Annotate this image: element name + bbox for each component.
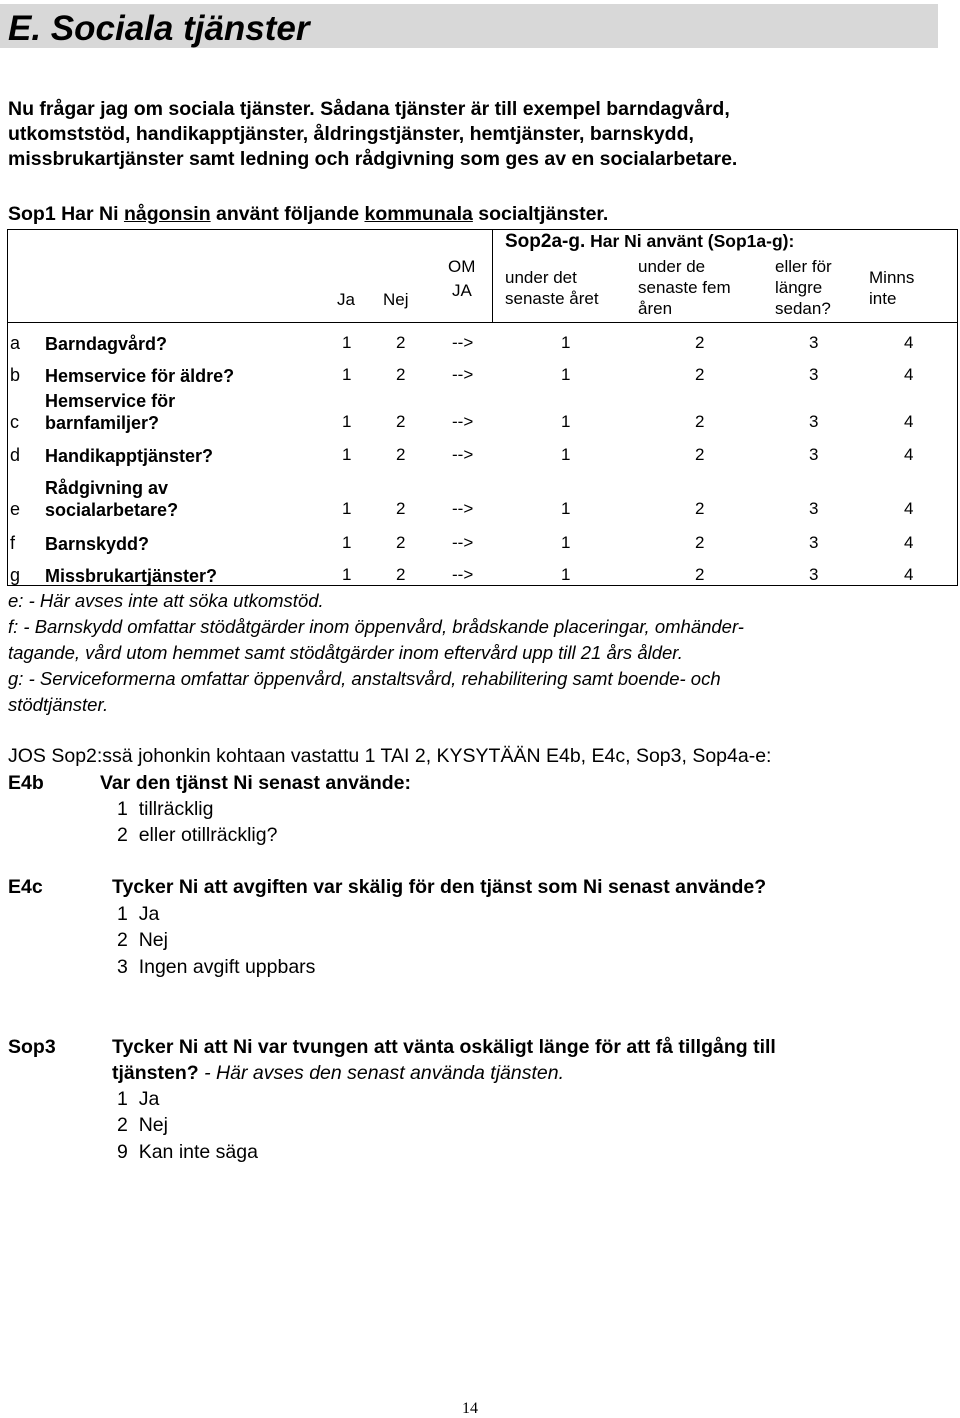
cell-arrow: --> xyxy=(452,333,474,352)
cell-senaste-fem: 2 xyxy=(695,333,705,352)
col4-line: Minns xyxy=(869,268,915,287)
row-label: Missbrukartjänster? xyxy=(45,566,218,586)
cell-ja: 1 xyxy=(342,333,352,352)
cell-minns-inte: 4 xyxy=(904,412,914,431)
cell-minns-inte: 4 xyxy=(904,499,914,518)
option-label: eller otillräcklig? xyxy=(138,824,278,846)
cell-ja: 1 xyxy=(342,365,352,384)
option-number: 1 xyxy=(117,798,128,820)
cell-langre-sedan: 3 xyxy=(809,565,819,584)
option-label: Kan inte säga xyxy=(138,1141,258,1163)
row-letter: f xyxy=(10,533,16,553)
table-header-divider xyxy=(7,322,492,323)
cell-minns-inte: 4 xyxy=(904,533,914,552)
cell-arrow: --> xyxy=(452,533,474,552)
intro-paragraph xyxy=(8,97,737,172)
col-header-om: OM xyxy=(448,257,476,276)
row-label: Handikapptjänster? xyxy=(45,446,214,466)
row-label: Barnskydd? xyxy=(45,534,150,554)
section-title-bar xyxy=(0,4,938,48)
col2-line: åren xyxy=(638,299,673,318)
sop3-question-line1: Tycker Ni att Ni var tvungen att vänta oskäligt länge för att få tillgång till xyxy=(112,1036,776,1058)
sop3-code: Sop3 xyxy=(8,1036,56,1058)
cell-senaste-fem: 2 xyxy=(695,365,705,384)
col-header-ja: Ja xyxy=(337,290,355,309)
note-line: g: - Serviceformerna omfattar öppenvård, anstaltsvård, rehabilitering samt boende- och xyxy=(8,668,721,689)
sop1-underline-1: någonsin xyxy=(123,203,211,225)
cell-nej: 2 xyxy=(396,565,406,584)
e4b-option-2 xyxy=(117,824,277,847)
col-header-langre-sedan xyxy=(775,256,832,319)
note-line: tagande, vård utom hemmet samt stödåtgärder inom eftervård upp till 21 års ålder. xyxy=(8,642,683,663)
row-label: Hemservice för äldre? xyxy=(45,366,235,386)
cell-langre-sedan: 3 xyxy=(809,365,819,384)
cell-minns-inte: 4 xyxy=(904,565,914,584)
col1-line: under det xyxy=(505,268,577,287)
cell-senaste-fem: 2 xyxy=(695,412,705,431)
cell-arrow: --> xyxy=(452,499,474,518)
e4c-option-2 xyxy=(117,929,168,952)
option-label: Nej xyxy=(138,1114,168,1136)
jos-instruction: JOS Sop2:ssä johonkin kohtaan vastattu 1 TAI 2, KYSYTÄÄN E4b, E4c, Sop3, Sop4a-e: xyxy=(8,745,772,767)
row-letter: e xyxy=(10,499,21,519)
option-number: 9 xyxy=(117,1141,128,1163)
cell-nej: 2 xyxy=(396,445,406,464)
option-number: 2 xyxy=(117,929,128,951)
row-letter: g xyxy=(10,565,21,585)
e4c-question: Tycker Ni att avgiften var skälig för den tjänst som Ni senast använde? xyxy=(112,876,767,898)
row-label: Hemservice för xyxy=(45,391,176,411)
sop2-code: Sop2a-g. xyxy=(505,231,586,252)
cell-nej: 2 xyxy=(396,365,406,384)
row-letter: c xyxy=(10,412,19,432)
col-header-minns-inte xyxy=(869,267,914,309)
cell-senaste-aret: 1 xyxy=(561,333,571,352)
cell-arrow: --> xyxy=(452,445,474,464)
col-header-nej: Nej xyxy=(383,290,409,309)
cell-arrow: --> xyxy=(452,412,474,431)
sop3-question-note: - Här avses den senast använda tjänsten. xyxy=(198,1062,564,1084)
intro-line: utkomststöd, handikapptjänster, åldringstjänster, hemtjänster, barnskydd, xyxy=(8,123,694,145)
cell-senaste-aret: 1 xyxy=(561,365,571,384)
col3-line: eller för xyxy=(775,257,832,276)
cell-minns-inte: 4 xyxy=(904,365,914,384)
cell-nej: 2 xyxy=(396,533,406,552)
row-label: Rådgivning av xyxy=(45,478,169,498)
cell-senaste-aret: 1 xyxy=(561,533,571,552)
e4b-question: Var den tjänst Ni senast använde: xyxy=(100,772,412,794)
sop1-underline-2: kommunala xyxy=(364,203,473,225)
cell-langre-sedan: 3 xyxy=(809,333,819,352)
row-letter: d xyxy=(10,445,21,465)
col2-line: under de xyxy=(638,257,706,276)
e4c-option-1 xyxy=(117,903,159,926)
col3-line: sedan? xyxy=(775,299,831,318)
col4-line: inte xyxy=(869,289,897,308)
cell-langre-sedan: 3 xyxy=(809,533,819,552)
cell-ja: 1 xyxy=(342,499,352,518)
row-letter: a xyxy=(10,333,21,353)
cell-ja: 1 xyxy=(342,412,352,431)
sop1-prefix: Sop1 Har Ni xyxy=(8,203,124,225)
option-number: 1 xyxy=(117,903,128,925)
cell-senaste-aret: 1 xyxy=(561,412,571,431)
cell-senaste-aret: 1 xyxy=(561,499,571,518)
cell-senaste-fem: 2 xyxy=(695,445,705,464)
sop1-question xyxy=(8,203,608,226)
option-number: 3 xyxy=(117,956,128,978)
e4b-option-1 xyxy=(117,798,213,821)
sop1-suffix: socialtjänster. xyxy=(472,203,609,225)
option-label: Ingen avgift uppbars xyxy=(138,956,316,978)
page-number: 14 xyxy=(462,1400,478,1417)
option-number: 1 xyxy=(117,1088,128,1110)
sop3-question-bold: tjänsten? xyxy=(112,1062,199,1084)
e4b-code: E4b xyxy=(8,772,44,794)
cell-langre-sedan: 3 xyxy=(809,499,819,518)
sop3-option-2 xyxy=(117,1114,168,1137)
note-line: stödtjänster. xyxy=(8,694,109,715)
option-label: Ja xyxy=(138,1088,160,1110)
cell-senaste-aret: 1 xyxy=(561,445,571,464)
cell-ja: 1 xyxy=(342,533,352,552)
note-line: f: - Barnskydd omfattar stödåtgärder inom öppenvård, brådskande placeringar, omhänder- xyxy=(8,616,744,637)
cell-nej: 2 xyxy=(396,412,406,431)
sop3-option-1 xyxy=(117,1088,159,1111)
option-number: 2 xyxy=(117,824,128,846)
cell-nej: 2 xyxy=(396,499,406,518)
sop3-question-line2 xyxy=(112,1062,564,1085)
cell-senaste-fem: 2 xyxy=(695,499,705,518)
cell-senaste-fem: 2 xyxy=(695,533,705,552)
cell-arrow: --> xyxy=(452,565,474,584)
notes xyxy=(8,588,744,718)
col2-line: senaste fem xyxy=(638,278,731,297)
section-title: E. Sociala tjänster xyxy=(8,9,310,48)
cell-langre-sedan: 3 xyxy=(809,445,819,464)
e4c-option-3 xyxy=(117,956,315,979)
cell-ja: 1 xyxy=(342,445,352,464)
cell-langre-sedan: 3 xyxy=(809,412,819,431)
option-label: Ja xyxy=(138,903,160,925)
col1-line: senaste året xyxy=(505,289,599,308)
option-label: Nej xyxy=(138,929,168,951)
row-label: barnfamiljer? xyxy=(45,413,160,433)
cell-minns-inte: 4 xyxy=(904,445,914,464)
intro-line: Nu frågar jag om sociala tjänster. Sådana tjänster är till exempel barndagvård, xyxy=(8,98,730,120)
cell-minns-inte: 4 xyxy=(904,333,914,352)
cell-senaste-aret: 1 xyxy=(561,565,571,584)
cell-nej: 2 xyxy=(396,333,406,352)
e4c-code: E4c xyxy=(8,876,43,898)
col-header-senaste-fem xyxy=(638,256,731,319)
sop1-mid: använt följande xyxy=(210,203,365,225)
option-label: tillräcklig xyxy=(138,798,214,820)
col-header-senaste-aret xyxy=(505,267,599,309)
cell-ja: 1 xyxy=(342,565,352,584)
sop3-option-3 xyxy=(117,1141,258,1164)
row-label: Barndagvård? xyxy=(45,334,168,354)
sop2-question: Har Ni använt (Sop1a-g): xyxy=(585,231,795,251)
col3-line: längre xyxy=(775,278,823,297)
sop2-header xyxy=(505,231,794,253)
note-line: e: - Här avses inte att söka utkomstöd. xyxy=(8,590,324,611)
col-header-ja2: JA xyxy=(452,281,472,300)
intro-line: missbrukartjänster samt ledning och rådgivning som ges av en socialarbetare. xyxy=(8,148,738,170)
row-letter: b xyxy=(10,365,21,385)
row-label: socialarbetare? xyxy=(45,500,179,520)
cell-arrow: --> xyxy=(452,365,474,384)
option-number: 2 xyxy=(117,1114,128,1136)
cell-senaste-fem: 2 xyxy=(695,565,705,584)
